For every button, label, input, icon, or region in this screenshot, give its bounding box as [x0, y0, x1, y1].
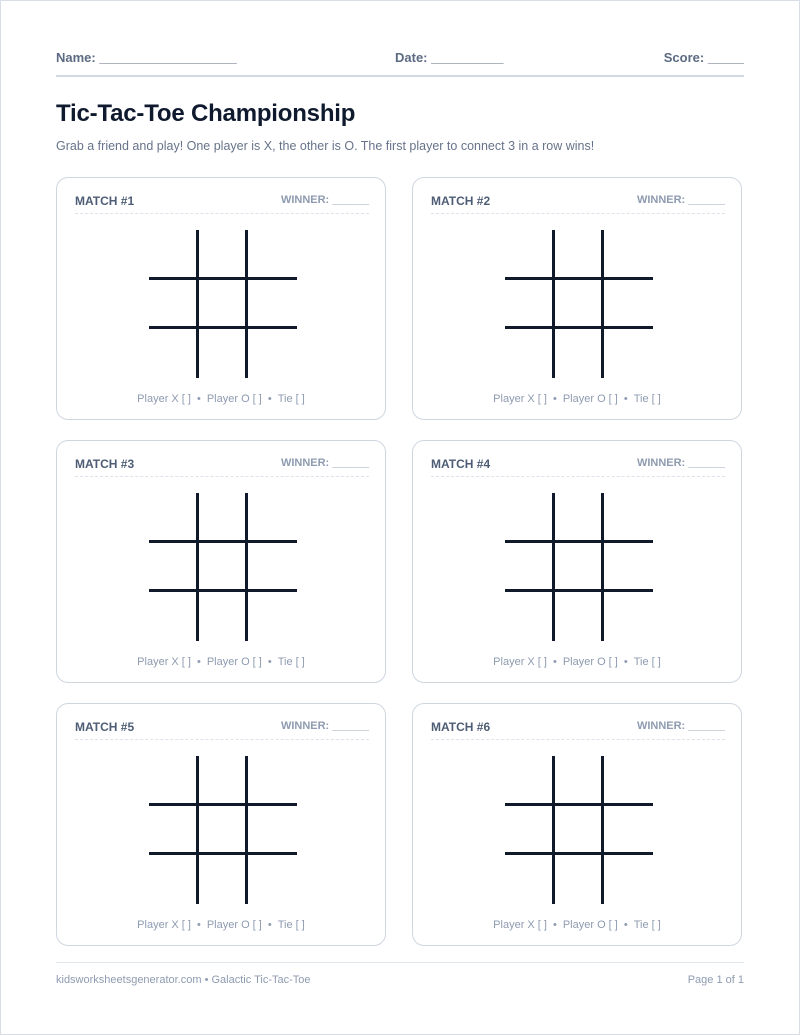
match-card-4 — [412, 440, 742, 683]
option-player-o[interactable]: Player O [ ] — [562, 656, 618, 668]
winner-field[interactable]: WINNER: ______ — [280, 720, 369, 732]
option-player-o[interactable]: Player O [ ] — [206, 919, 262, 931]
option-player-o[interactable]: Player O [ ] — [206, 393, 262, 405]
board-line — [149, 326, 297, 329]
match-title: MATCH #4 — [431, 457, 491, 471]
result-options — [57, 656, 385, 668]
separator-dot: • — [267, 919, 272, 931]
option-tie[interactable]: Tie [ ] — [633, 393, 661, 405]
worksheet-header — [56, 48, 744, 68]
separator-dot: • — [623, 393, 628, 405]
option-player-x[interactable]: Player X [ ] — [493, 919, 547, 931]
board-line — [505, 589, 653, 592]
match-title: MATCH #2 — [431, 194, 491, 208]
result-options — [57, 393, 385, 405]
separator-dot: • — [267, 393, 272, 405]
winner-field[interactable]: WINNER: ______ — [636, 720, 725, 732]
match-card-header — [75, 193, 369, 214]
winner-field[interactable]: WINNER: ______ — [636, 457, 725, 469]
option-player-x[interactable]: Player X [ ] — [493, 656, 547, 668]
header-divider — [56, 75, 744, 77]
footer-source: kidsworksheetsgenerator.com • Galactic Tic-Tac-Toe — [56, 974, 311, 986]
board-line — [505, 277, 653, 280]
score-field[interactable]: Score: _____ — [663, 50, 744, 65]
board-line — [196, 756, 199, 904]
option-player-o[interactable]: Player O [ ] — [562, 393, 618, 405]
tic-tac-toe-board[interactable] — [505, 493, 653, 641]
result-options — [57, 919, 385, 931]
tic-tac-toe-board[interactable] — [149, 493, 297, 641]
match-card-1 — [56, 177, 386, 420]
board-line — [245, 756, 248, 904]
match-card-header — [75, 456, 369, 477]
name-field[interactable]: Name: ___________________ — [56, 50, 237, 65]
footer-divider — [56, 962, 744, 963]
option-player-x[interactable]: Player X [ ] — [137, 656, 191, 668]
match-card-3 — [56, 440, 386, 683]
board-line — [149, 589, 297, 592]
match-card-2 — [412, 177, 742, 420]
tic-tac-toe-board[interactable] — [149, 756, 297, 904]
board-line — [601, 493, 604, 641]
separator-dot: • — [552, 393, 557, 405]
separator-dot: • — [196, 393, 201, 405]
option-player-x[interactable]: Player X [ ] — [137, 393, 191, 405]
option-player-o[interactable]: Player O [ ] — [206, 656, 262, 668]
separator-dot: • — [196, 656, 201, 668]
option-player-x[interactable]: Player X [ ] — [493, 393, 547, 405]
tic-tac-toe-board[interactable] — [505, 230, 653, 378]
board-line — [505, 852, 653, 855]
board-line — [505, 803, 653, 806]
option-player-x[interactable]: Player X [ ] — [137, 919, 191, 931]
option-tie[interactable]: Tie [ ] — [277, 919, 305, 931]
option-tie[interactable]: Tie [ ] — [633, 656, 661, 668]
tic-tac-toe-board[interactable] — [505, 756, 653, 904]
match-title: MATCH #3 — [75, 457, 135, 471]
winner-field[interactable]: WINNER: ______ — [636, 194, 725, 206]
board-line — [552, 493, 555, 641]
page-title: Tic-Tac-Toe Championship — [56, 100, 356, 127]
tic-tac-toe-board[interactable] — [149, 230, 297, 378]
option-player-o[interactable]: Player O [ ] — [562, 919, 618, 931]
board-line — [149, 852, 297, 855]
match-card-header — [431, 719, 725, 740]
board-line — [149, 277, 297, 280]
option-tie[interactable]: Tie [ ] — [633, 919, 661, 931]
match-title: MATCH #6 — [431, 720, 491, 734]
board-line — [552, 756, 555, 904]
page-number: Page 1 of 1 — [687, 974, 744, 986]
winner-field[interactable]: WINNER: ______ — [280, 194, 369, 206]
separator-dot: • — [623, 656, 628, 668]
match-title: MATCH #1 — [75, 194, 135, 208]
result-options — [413, 393, 741, 405]
match-card-header — [431, 193, 725, 214]
board-line — [552, 230, 555, 378]
page-instructions: Grab a friend and play! One player is X, the other is O. The first player to connect 3 in a row wins! — [56, 139, 595, 153]
match-card-header — [431, 456, 725, 477]
separator-dot: • — [623, 919, 628, 931]
board-line — [245, 230, 248, 378]
board-line — [505, 326, 653, 329]
board-line — [149, 803, 297, 806]
option-tie[interactable]: Tie [ ] — [277, 393, 305, 405]
board-line — [601, 230, 604, 378]
result-options — [413, 656, 741, 668]
board-line — [149, 540, 297, 543]
separator-dot: • — [552, 919, 557, 931]
option-tie[interactable]: Tie [ ] — [277, 656, 305, 668]
separator-dot: • — [196, 919, 201, 931]
date-field[interactable]: Date: __________ — [395, 50, 504, 65]
board-line — [505, 540, 653, 543]
board-line — [245, 493, 248, 641]
result-options — [413, 919, 741, 931]
match-card-header — [75, 719, 369, 740]
match-card-5 — [56, 703, 386, 946]
board-line — [196, 230, 199, 378]
winner-field[interactable]: WINNER: ______ — [280, 457, 369, 469]
match-title: MATCH #5 — [75, 720, 135, 734]
match-card-6 — [412, 703, 742, 946]
board-line — [601, 756, 604, 904]
separator-dot: • — [552, 656, 557, 668]
board-line — [196, 493, 199, 641]
separator-dot: • — [267, 656, 272, 668]
